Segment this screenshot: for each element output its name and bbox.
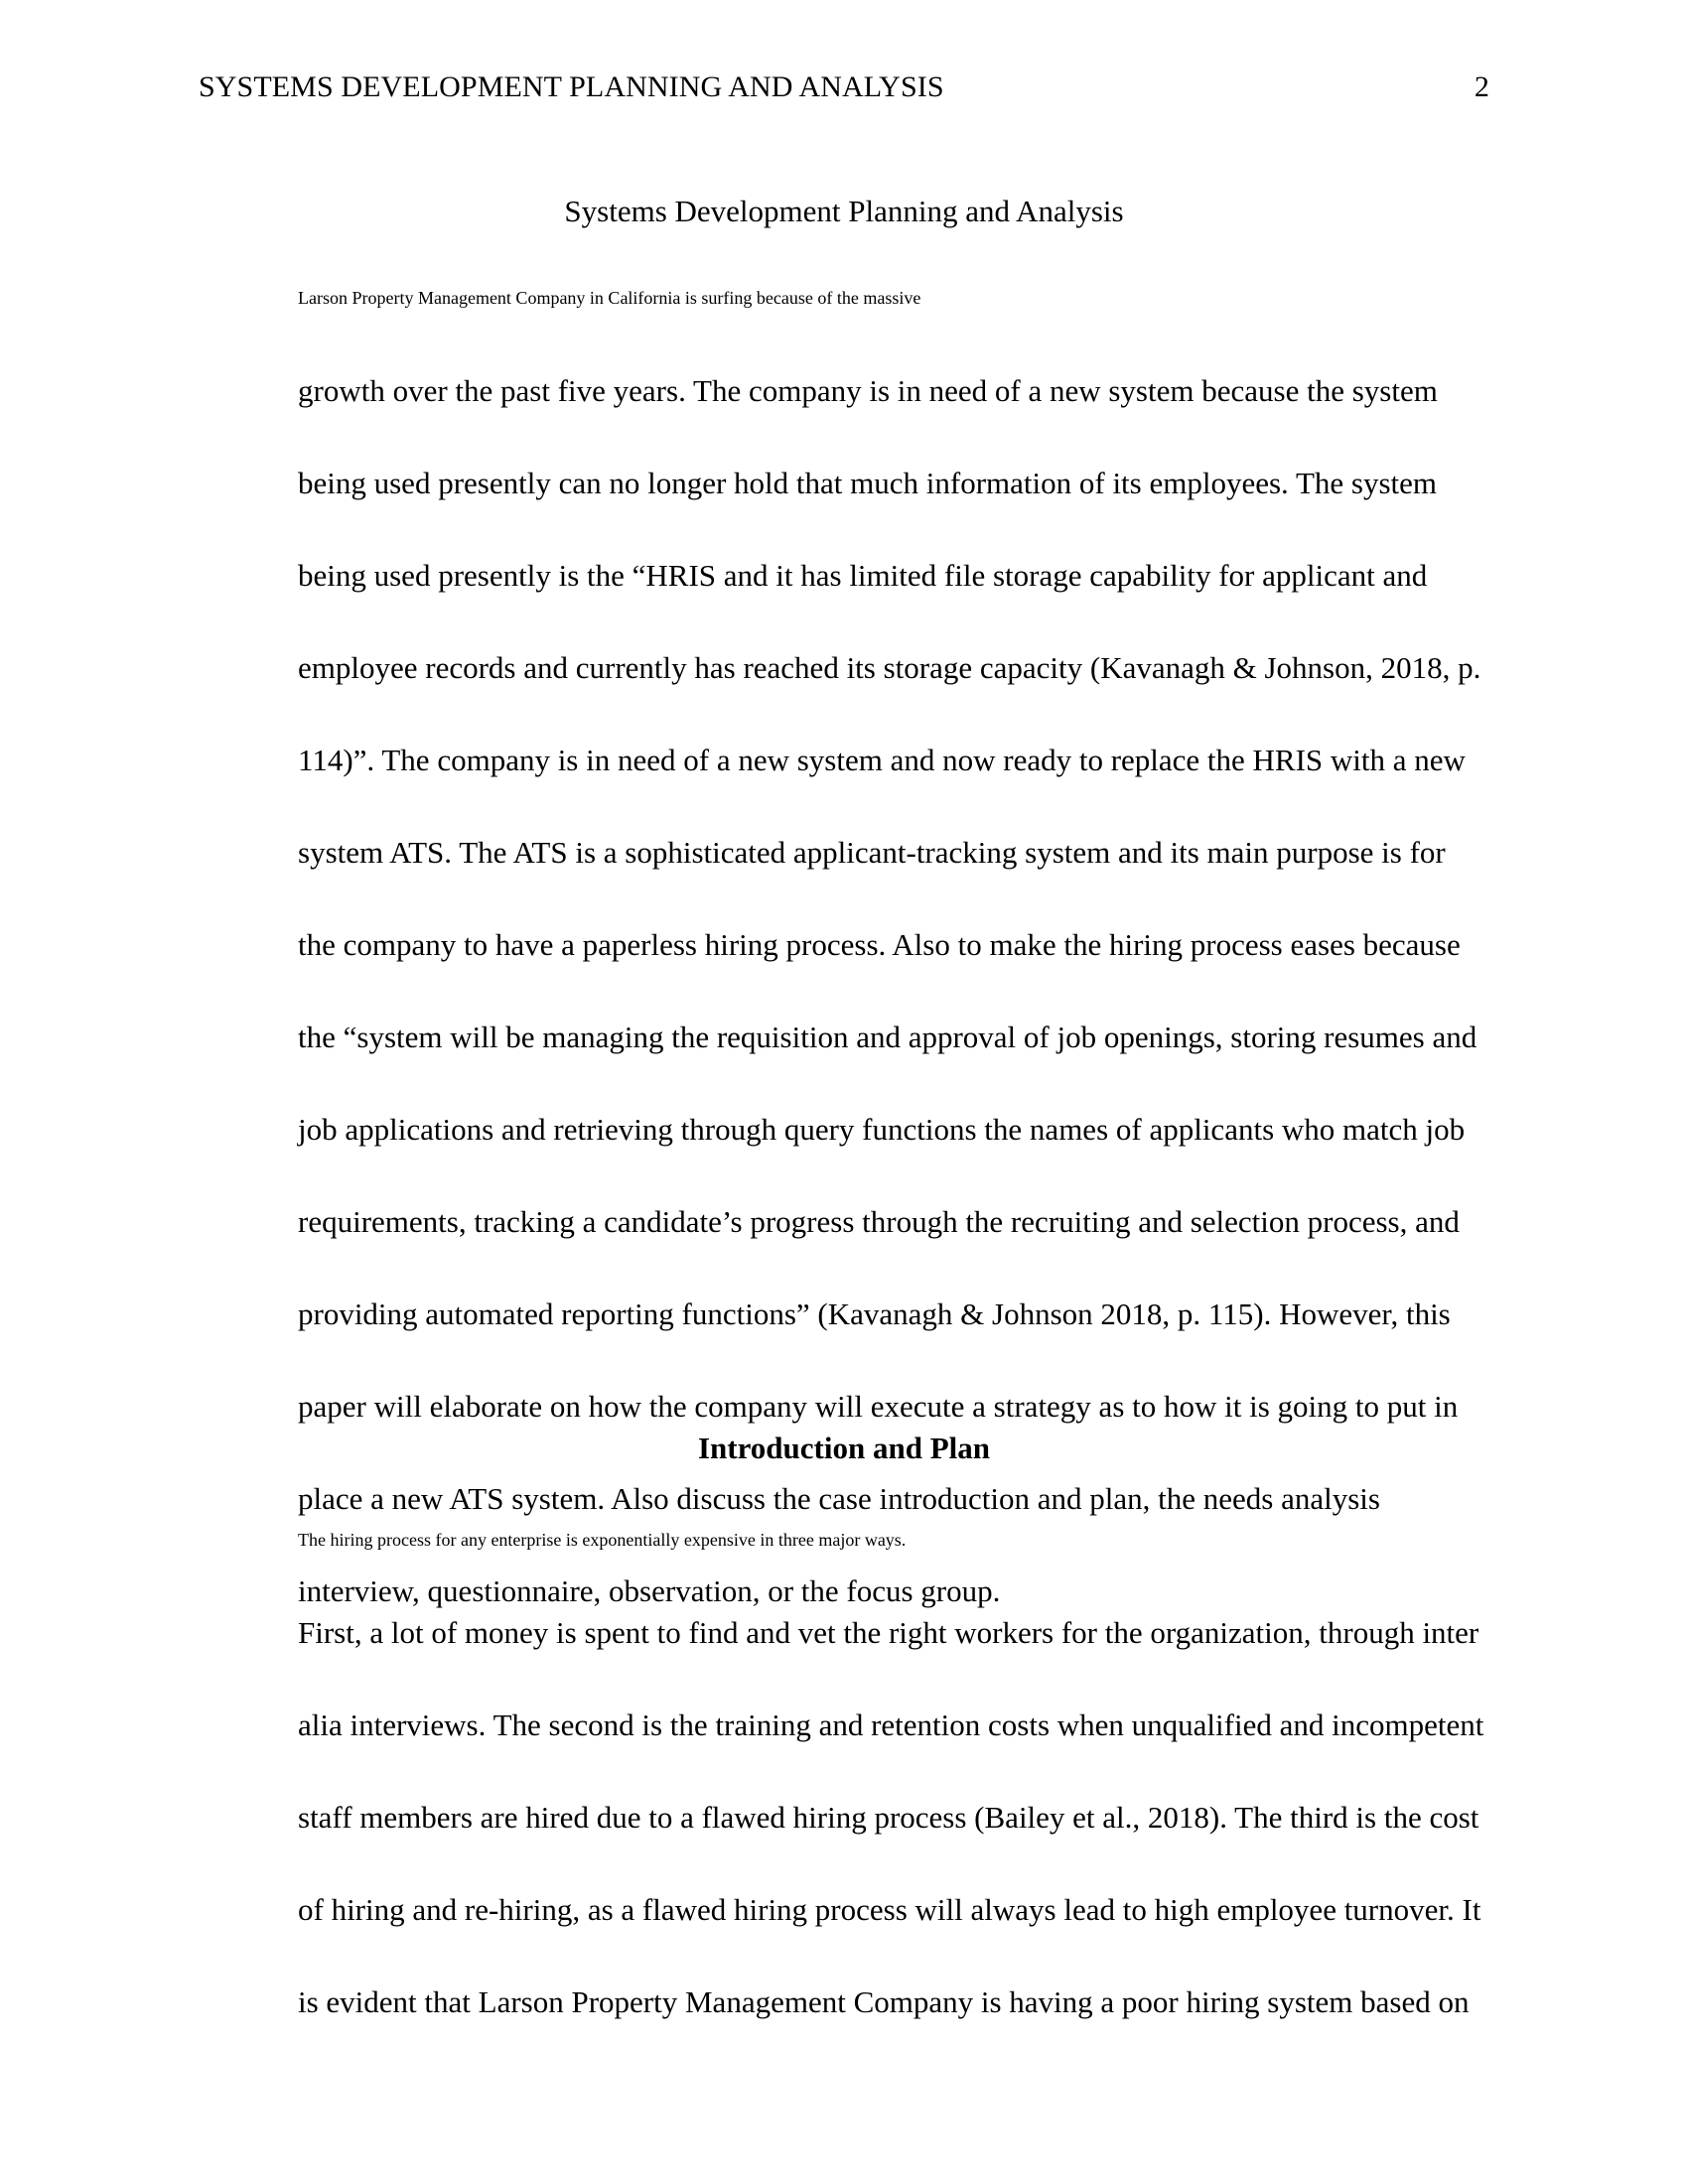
paragraph-line: alia interviews. The second is the training and retention costs when unqualified and incompetent <box>298 1707 1484 1742</box>
paragraph-line: employee records and currently has reached its storage capacity (Kavanagh & Johnson, 2018, p. <box>298 650 1481 685</box>
paragraph-line: being used presently is the “HRIS and it has limited file storage capability for applicant and <box>298 558 1428 593</box>
paragraph-line: job applications and retrieving through query functions the names of applicants who match job <box>298 1112 1466 1147</box>
paragraph-line: First, a lot of money is spent to find and vet the right workers for the organization, through inter <box>298 1615 1479 1650</box>
paragraph-line: requirements, tracking a candidate’s progress through the recruiting and selection process, and <box>298 1204 1460 1239</box>
paragraph-line: of hiring and re-hiring, as a flawed hiring process will always lead to high employee turnover. It <box>298 1892 1481 1927</box>
paragraph-line: interview, questionnaire, observation, or the focus group. <box>298 1573 1001 1608</box>
paragraph-text <box>199 1494 1489 2048</box>
paragraph-line: paper will elaborate on how the company will execute a strategy as to how it is going to put in <box>298 1389 1459 1424</box>
paragraph-line: providing automated reporting functions” (Kavanagh & Johnson 2018, p. 115). However, this <box>298 1297 1451 1331</box>
paragraph-line: place a new ATS system. Also discuss the case introduction and plan, the needs analysis <box>298 1481 1380 1516</box>
paragraph-line: The hiring process for any enterprise is exponentially expensive in three major ways. <box>298 1530 907 1550</box>
page-title: Systems Development Planning and Analysis <box>564 194 1124 228</box>
running-head <box>199 69 1489 105</box>
paragraph-line: is evident that Larson Property Management Company is having a poor hiring system based on <box>298 1984 1470 2019</box>
paragraph-line: system ATS. The ATS is a sophisticated applicant-tracking system and its main purpose is for <box>298 835 1446 870</box>
section-heading-introduction-and-plan: Introduction and Plan <box>697 1431 990 1465</box>
paragraph-introduction-and-plan <box>199 1494 1489 2048</box>
paragraph-line: the “system will be managing the requisition and approval of job openings, storing resumes and <box>298 1020 1477 1054</box>
paragraph-line: growth over the past five years. The company is in need of a new system because the system <box>298 373 1438 408</box>
paragraph-line: being used presently can no longer hold that much information of its employees. The system <box>298 466 1438 500</box>
paragraph-line: 114)”. The company is in need of a new system and now ready to replace the HRIS with a new <box>298 743 1466 777</box>
running-head-title: SYSTEMS DEVELOPMENT PLANNING AND ANALYSIS <box>199 70 944 103</box>
paragraph-line: Larson Property Management Company in California is surfing because of the massive <box>298 288 921 308</box>
paragraph-line: the company to have a paperless hiring process. Also to make the hiring process eases because <box>298 927 1461 962</box>
paragraph-line: staff members are hired due to a flawed hiring process (Bailey et al., 2018). The third is the cost <box>298 1800 1479 1835</box>
page-number: 2 <box>1474 70 1489 103</box>
